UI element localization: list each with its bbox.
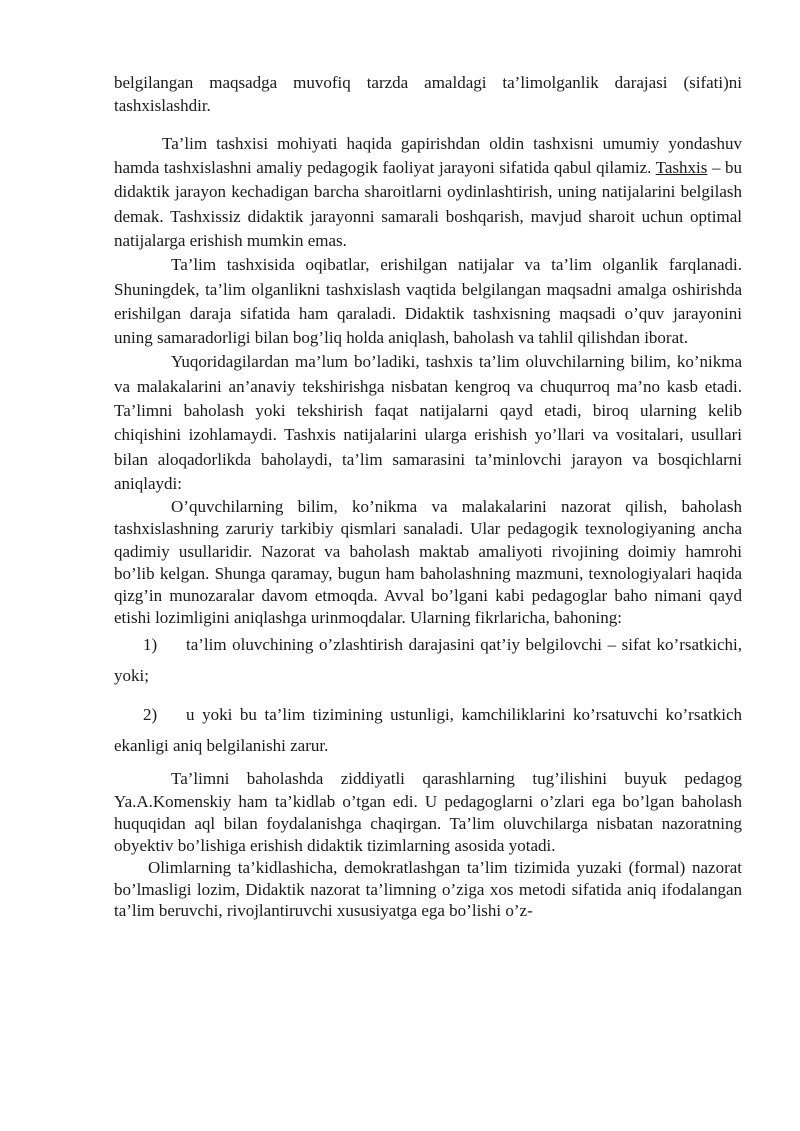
- paragraph-scholars-opinion: Olimlarning ta’kidlashicha, demokratlashgan ta’lim tizimida yuzaki (formal) nazorat bo’lmasligi lozim, Didaktik nazorat ta’limning o’ziga xos metodi sifatida aniq ifodalangan ta’lim beruvchi, rivojlantiruvchi xususiyatga ega bo’lishi o’z-: [114, 858, 742, 921]
- paragraph-diagnosis-meaning: Yuqoridagilardan ma’lum bo’ladiki, tashxis ta’lim oluvchilarning bilim, ko’nikma va malakalarini an’anaviy tekshirishga nisbatan kengroq va chuqurroq ma’no kasb etadi. Ta’limni baholash yoki tekshirish faqat natijalarni qayd etadi, biroq ularning kelib chiqishini izohlamaydi. Tashxis natijalarini ularga erishish yo’llari va vositalari, usullari bilan aloqadorlikda baholaydi, ta’lim samarasini ta’minlovchi jarayon va bosqichlarni aniqlaydi:: [114, 352, 742, 493]
- list-item: [114, 629, 742, 691]
- paragraph-text: – bu didaktik jarayon kechadigan barcha sharoitlarni oydinlashtirish, uning natijalarini belgilash demak. Tashxissiz didaktik jarayonni samarali boshqarish, mavjud sharoit uchun optimal natijalarga erishish mumkin emas.: [114, 158, 743, 250]
- list-item-text: ta’lim oluvchining o’zlashtirish darajasini qat’iy belgilovchi – sifat ko’rsatkichi, yoki;: [114, 635, 742, 686]
- list-item-text: u yoki bu ta’lim tizimining ustunligi, kamchiliklarini ko’rsatuvchi ko’rsatkich ekanligi aniq belgilanishi zarur.: [114, 705, 742, 756]
- list-item: [114, 699, 742, 761]
- list-item-number: 2): [143, 705, 158, 725]
- paragraph-komensky: Ta’limni baholashda ziddiyatli qarashlarning tug’ilishini buyuk pedagog Ya.A.Komenskiy ham ta’kidlab o’tgan edi. U pedagoglarni o’zlari ega bo’lgan baholash huquqidan aql bilan foydalanishga chaqirgan. Ta’lim oluvchilarga nisbatan nazoratning obyektiv bo’lishiga erishish didaktik tizimlarning asosida yotadi.: [114, 769, 742, 856]
- paragraph-diagnosis-outcomes: Ta’lim tashxisida oqibatlar, erishilgan natijalar va ta’lim olganlik farqlanadi. Shuningdek, ta’lim olganlikni tashxislash vaqtida belgilangan maqsadni amalga oshirishda erishilgan daraja sifatida ham qaraladi. Didaktik tashxisning maqsadi o’quv jarayonini uning samaradorligi bilan bog’liq holda aniqlash, baholash va tahlil qilishdan iborat.: [114, 255, 742, 348]
- paragraph-assessment-methods: O’quvchilarning bilim, ko’nikma va malakalarini nazorat qilish, baholash tashxislashning zaruriy tarkibiy qismlari sanaladi. Ular pedagogik texnologiyaning ancha qadimiy usullaridir. Nazorat va baholash maktab amaliyoti rivojining doimiy hamrohi bo’lib kelgan. Shunga qaramay, bugun ham baholashning mazmuni, texnologiyalari haqida qizg’in munozaralar davom etmoqda. Avval bo’lgani kabi pedagoglar baho nimani qayd etishi lozimligini aniqlashga urinmoqdalar. Ularning fikrlaricha, bahoning:: [114, 497, 742, 628]
- paragraph-diagnosis-essence: [114, 132, 742, 253]
- underlined-term: Tashxis: [655, 158, 708, 178]
- document-page: [114, 72, 742, 922]
- intro-paragraph: belgilangan maqsadga muvofiq tarzda amaldagi ta’limolganlik darajasi (sifati)ni tashxislashdir.: [114, 73, 742, 115]
- list-item-number: 1): [143, 635, 158, 655]
- paragraph-text: Ta’lim tashxisi mohiyati haqida gapirishdan oldin tashxisni umumiy yondashuv hamda tashxislashni amaliy pedagogik faoliyat jarayoni sifatida qabul qilamiz.: [114, 133, 742, 178]
